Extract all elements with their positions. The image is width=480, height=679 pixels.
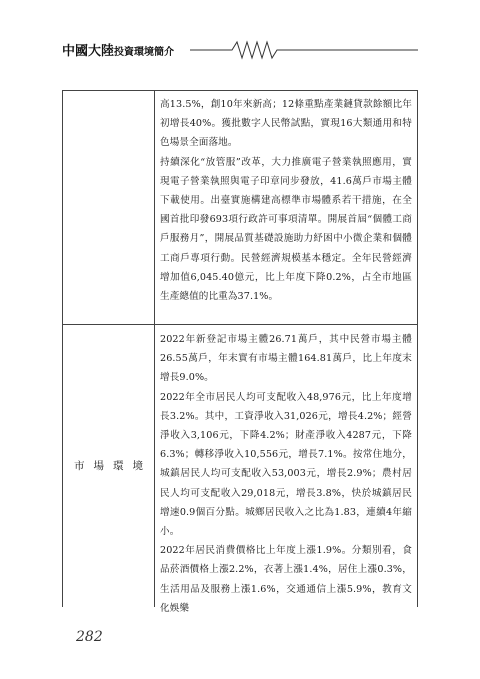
table-row-2-content: [160, 330, 412, 618]
paragraph: 2022年新登記市場主體26.71萬戶，其中民營市場主體26.55萬戶，年末實有市場主體164.81萬戶，比上年度末增長9.0%。: [160, 334, 412, 384]
heartbeat-line-icon: [62, 38, 418, 60]
header-title-main: 中國大陸: [62, 44, 115, 59]
paragraph: 2022年全市居民人均可支配收入48,976元，比上年度增長3.2%。其中，工資淨收入31,026元，增長4.2%；經營淨收入3,106元，下降4.2%；財產淨收入4287元，下降6.3%；轉移淨收入10,556元，增長7.1%。按常住地分，城鎮居民人均可支配收入53,003元，增長2.9%；農村居民人均可支配收入29,018元，增長3.8%，快於城鎮居民增速0.9個百分點。城鄉居民收入之比為1.83，連續4年縮小。: [160, 391, 412, 538]
paragraph: 高13.5%，創10年來新高；12條重點產業鏈貸款餘額比年初增長40%。獲批數字人民幣試點，實現16大類通用和特色場景全面落地。: [160, 99, 412, 149]
page-number: 282: [76, 629, 103, 645]
table-row-1-content: [160, 95, 412, 306]
paragraph: 持續深化“放管服”改革，大力推廣電子營業執照應用，實現電子營業執照與電子印章同步發放，41.6萬戶市場主體下載使用。出臺實施構建高標準市場體系若干措施，在全國首批印發693項行政許可事項清單。開展首屆“個體工商戶服務月”，開展品質基礎設施助力紓困中小微企業和個體工商戶專項行動。民營經濟規模基本穩定。全年民營經濟增加值6,045.40億元，比上年度下降0.2%，占全市地區生產總值的比重為37.1%。: [160, 156, 412, 303]
column-divider: [154, 91, 155, 607]
header-title-sub: 投資環境簡介: [114, 47, 175, 58]
page-header: [62, 38, 418, 60]
content-table: [62, 90, 418, 614]
row-label-market-environment: 市場環境: [74, 460, 152, 472]
paragraph: 2022年居民消費價格比上年度上漲1.9%。分類別看，食品菸酒價格上漲2.2%，衣著上漲1.4%，居住上漲0.3%，生活用品及服務上漲1.6%，交通通信上漲5.9%，教育文化娛樂: [160, 545, 412, 614]
